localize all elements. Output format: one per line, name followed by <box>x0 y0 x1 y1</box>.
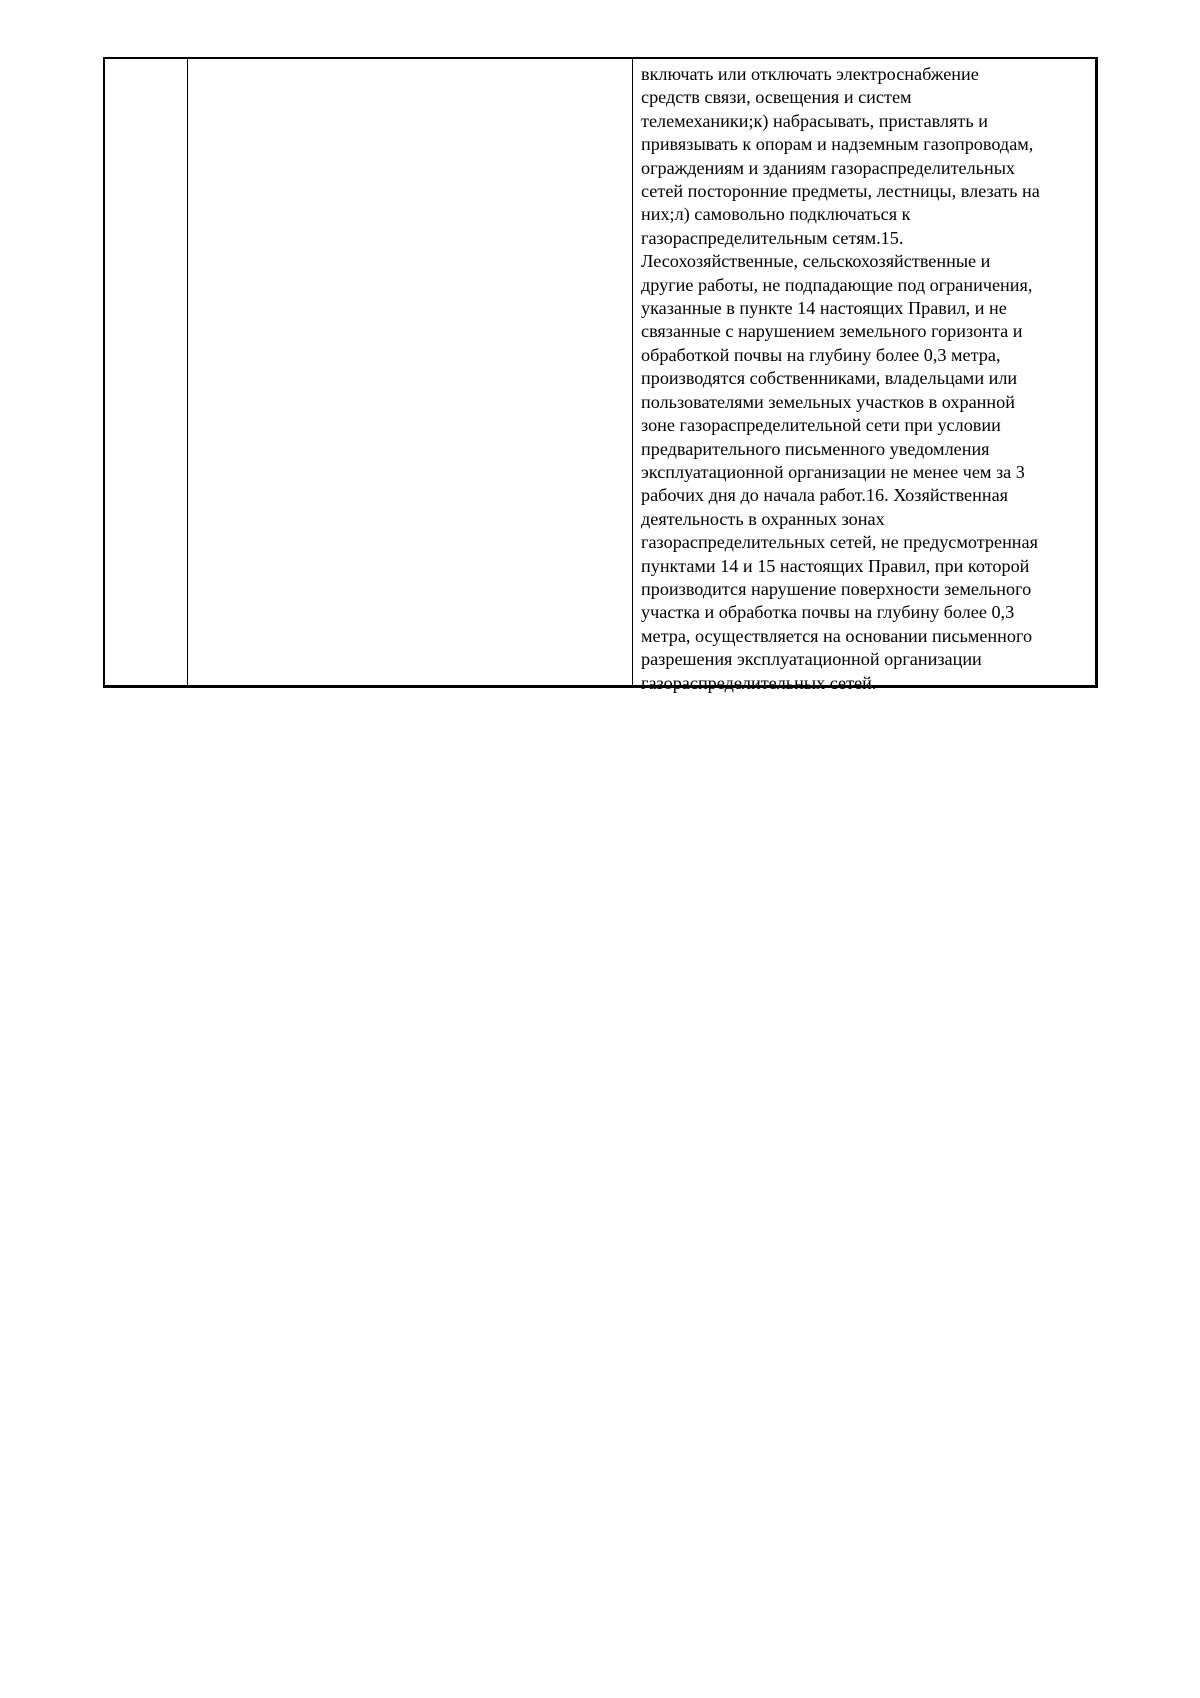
text-line: связанные с нарушением земельного горизонта и <box>641 321 1023 342</box>
text-cell <box>633 59 1095 693</box>
text-line: производится нарушение поверхности земельного <box>641 578 1032 599</box>
text-line: деятельность в охранных зонах <box>641 508 885 529</box>
text-line: пользователями земельных участков в охранной <box>641 391 1015 412</box>
text-line: пунктами 14 и 15 настоящих Правил, при которой <box>641 555 1030 576</box>
text-line: участка и обработка почвы на глубину более 0,3 <box>641 602 1015 623</box>
text-line: зоне газораспределительной сети при условии <box>641 415 1001 436</box>
text-line: газораспределительным сетям.15. <box>641 227 904 248</box>
text-line: разрешения эксплуатационной организации <box>641 649 982 670</box>
text-line: обработкой почвы на глубину более 0,3 метра, <box>641 344 1001 365</box>
text-line: рабочих дня до начала работ.16. Хозяйственная <box>641 485 1009 506</box>
text-line: ограждениям и зданиям газораспределительных <box>641 157 1016 178</box>
text-line: средств связи, освещения и систем <box>641 87 912 108</box>
number-cell <box>105 59 188 685</box>
text-line: Лесохозяйственные, сельскохозяйственные и <box>641 251 991 272</box>
text-line: них;л) самовольно подключаться к <box>641 204 911 225</box>
text-line: указанные в пункте 14 настоящих Правил, и не <box>641 298 1007 319</box>
text-line: включать или отключать электроснабжение <box>641 64 979 84</box>
text-line: производятся собственниками, владельцами или <box>641 368 1018 389</box>
text-line: эксплуатационной организации не менее чем за 3 <box>641 461 1025 482</box>
text-line: сетей посторонние предметы, лестницы, влезать на <box>641 181 1040 202</box>
text-line: телемеханики;к) набрасывать, приставлять и <box>641 110 988 131</box>
regulation-table <box>103 57 1098 693</box>
text-line: предварительного письменного уведомления <box>641 438 990 459</box>
name-cell <box>188 59 633 685</box>
text-line: газораспределительных сетей, не предусмотренная <box>641 532 1038 553</box>
text-line: привязывать к опорам и надземным газопроводам, <box>641 134 1034 155</box>
text-line: метра, осуществляется на основании письменного <box>641 625 1033 646</box>
text-line: газораспределительных сетей. <box>641 672 877 693</box>
text-line: другие работы, не подпадающие под ограничения, <box>641 274 1033 295</box>
